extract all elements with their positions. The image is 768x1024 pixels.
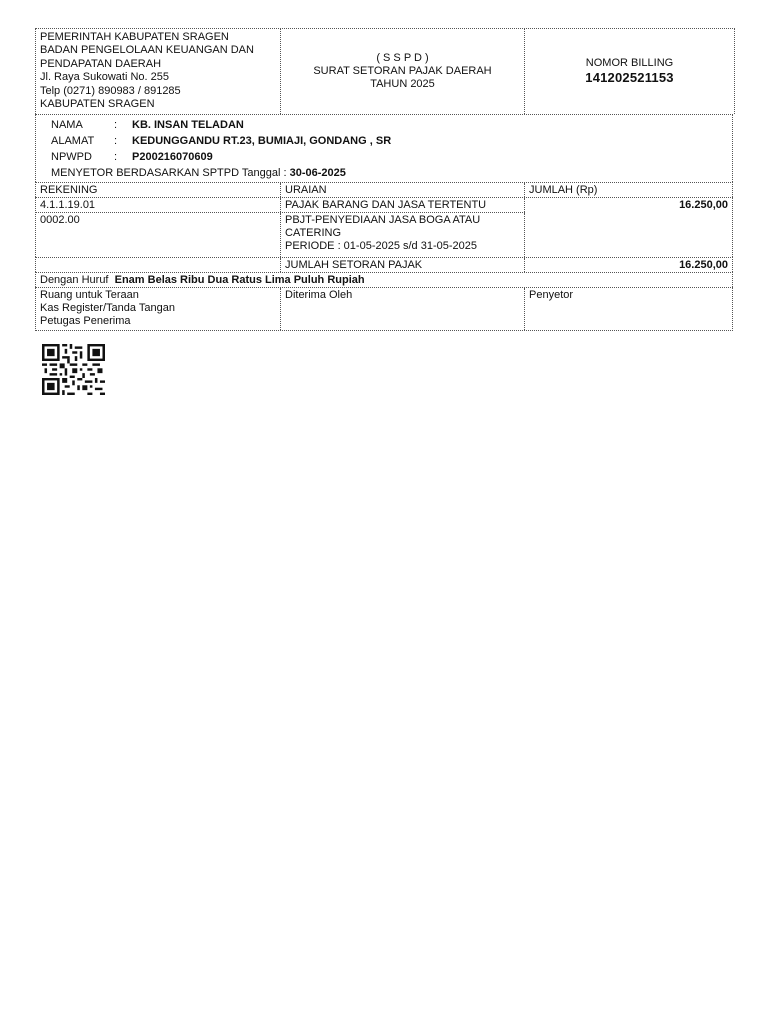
billing-block bbox=[525, 29, 734, 114]
header-rekening: REKENING bbox=[36, 183, 281, 197]
header-jumlah: JUMLAH (Rp) bbox=[529, 184, 598, 196]
issuer-line: PEMERINTAH KABUPATEN SRAGEN bbox=[40, 31, 229, 43]
document-code: ( S S P D ) bbox=[376, 52, 429, 64]
total-value: 16.250,00 bbox=[679, 259, 728, 271]
nama-row bbox=[36, 117, 732, 133]
colon: : bbox=[114, 135, 118, 147]
table-body-left bbox=[36, 198, 525, 257]
jumlah-cell: 16.250,00 bbox=[679, 199, 728, 211]
uraian-cell bbox=[281, 213, 525, 257]
sspd-document bbox=[35, 28, 733, 331]
huruf-value: Enam Belas Ribu Dua Ratus Lima Puluh Rupiah bbox=[114, 274, 365, 286]
menyetor-date: 30-06-2025 bbox=[289, 167, 346, 179]
rekening-cell: 4.1.1.19.01 bbox=[36, 198, 281, 212]
total-label: JUMLAH SETORAN PAJAK bbox=[281, 258, 525, 272]
nama-label: NAMA bbox=[51, 119, 83, 131]
teraan-line: Kas Register/Tanda Tangan bbox=[40, 302, 175, 314]
teraan-block bbox=[36, 288, 281, 330]
nama-value: KB. INSAN TELADAN bbox=[132, 119, 244, 131]
penyetor: Penyetor bbox=[529, 289, 574, 301]
uraian-line: PBJT-PENYEDIAAN JASA BOGA ATAU bbox=[285, 214, 481, 226]
qr-code-icon bbox=[42, 344, 105, 395]
signature-row bbox=[35, 287, 733, 331]
qr-modules bbox=[42, 344, 105, 395]
document-header bbox=[35, 28, 735, 114]
table-body bbox=[35, 197, 733, 257]
uraian-cell: PAJAK BARANG DAN JASA TERTENTU bbox=[281, 198, 525, 212]
total-row bbox=[35, 257, 733, 272]
rekening-cell: 0002.00 bbox=[36, 213, 281, 257]
alamat-label: ALAMAT bbox=[51, 135, 95, 147]
teraan-line: Ruang untuk Teraan bbox=[40, 289, 139, 301]
alamat-value: KEDUNGGANDU RT.23, BUMIAJI, GONDANG , SR bbox=[132, 135, 392, 147]
uraian-line: CATERING bbox=[285, 227, 342, 239]
document-title: SURAT SETORAN PAJAK DAERAH bbox=[313, 65, 492, 77]
colon: : bbox=[114, 119, 118, 131]
issuer-address: Jl. Raya Sukowati No. 255 bbox=[40, 71, 170, 84]
menyetor-row bbox=[36, 165, 732, 181]
amount-in-words-row bbox=[35, 272, 733, 287]
issuer-line: BADAN PENGELOLAAN KEUANGAN DAN bbox=[40, 44, 254, 57]
document-year: TAHUN 2025 bbox=[370, 78, 435, 90]
taxpayer-identity bbox=[35, 114, 733, 182]
issuer-line: PENDAPATAN DAERAH bbox=[40, 57, 162, 70]
issuer-phone: Telp (0271) 890983 / 891285 bbox=[40, 84, 181, 97]
diterima-oleh: Diterima Oleh bbox=[281, 288, 525, 330]
uraian-line: PERIODE : 01-05-2025 s/d 31-05-2025 bbox=[285, 240, 478, 252]
billing-number: 141202521153 bbox=[585, 70, 674, 85]
total-empty-cell bbox=[36, 258, 281, 272]
npwpd-value: P200216070609 bbox=[132, 151, 213, 163]
npwpd-label: NPWPD bbox=[51, 151, 92, 163]
header-uraian: URAIAN bbox=[281, 183, 525, 197]
colon: : bbox=[114, 151, 118, 163]
billing-label: NOMOR BILLING bbox=[585, 57, 674, 69]
table-row bbox=[36, 198, 525, 212]
table-header-row bbox=[35, 182, 733, 197]
issuer-block bbox=[36, 29, 281, 114]
table-row bbox=[36, 212, 525, 257]
npwpd-row bbox=[36, 149, 732, 165]
teraan-line: Petugas Penerima bbox=[40, 315, 131, 327]
issuer-line: KABUPATEN SRAGEN bbox=[40, 98, 155, 111]
huruf-label: Dengan Huruf bbox=[40, 274, 109, 286]
menyetor-text: MENYETOR BERDASARKAN SPTPD Tanggal : bbox=[51, 167, 287, 179]
alamat-row bbox=[36, 133, 732, 149]
document-title-block bbox=[281, 29, 525, 114]
